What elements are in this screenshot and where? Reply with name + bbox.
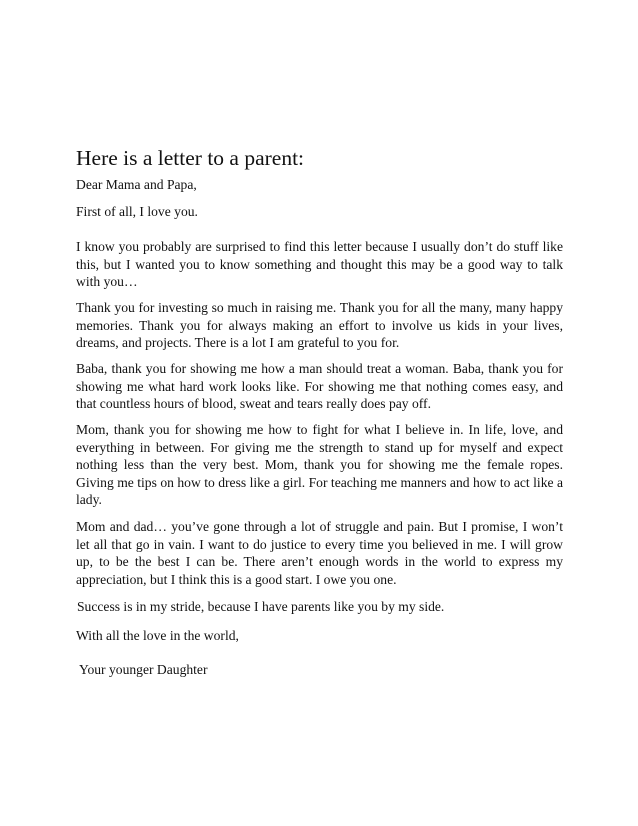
closing: With all the love in the world, — [76, 628, 239, 643]
paragraph-surprise: I know you probably are surprised to find this letter because I usually don’t do stuff like this, but I wanted you to know something and thought this may be a good way to talk with you… — [76, 239, 563, 290]
page-title: Here is a letter to a parent: — [76, 146, 305, 170]
tagline: Success is in my stride, because I have parents like you by my side. — [77, 599, 445, 614]
signature: Your younger Daughter — [79, 662, 208, 677]
paragraph-mom-and-dad: Mom and dad… you’ve gone through a lot of struggle and pain. But I promise, I won’t let all that go in vain. I want to do justice to every time you believed in me. I will grow up, to be the best I can be. There aren’t enough words in the world to express my appreciation, but I think this is a good start. I owe you one. — [76, 519, 563, 587]
paragraph-baba: Baba, thank you for showing me how a man should treat a woman. Baba, thank you for showing me what hard work looks like. For showing me that nothing comes easy, and that countless hours of blood, sweat and tears really does pay off. — [76, 361, 563, 412]
paragraph-thank-you: Thank you for investing so much in raising me. Thank you for all the many, many happy memories. Thank you for always making an effort to involve us kids in your lives, dreams, and projects. There is a lot I am grateful to you for. — [76, 300, 563, 351]
salutation: Dear Mama and Papa, — [76, 177, 197, 192]
paragraph-mom: Mom, thank you for showing me how to fight for what I believe in. In life, love, and everything in between. For giving me the strength to stand up for myself and expect nothing less than the very best. Mom, thank you for showing me the female ropes. Giving me tips on how to dress like a girl. For teaching me manners and how to act like a lady. — [76, 422, 563, 508]
opening-line: First of all, I love you. — [76, 204, 198, 219]
